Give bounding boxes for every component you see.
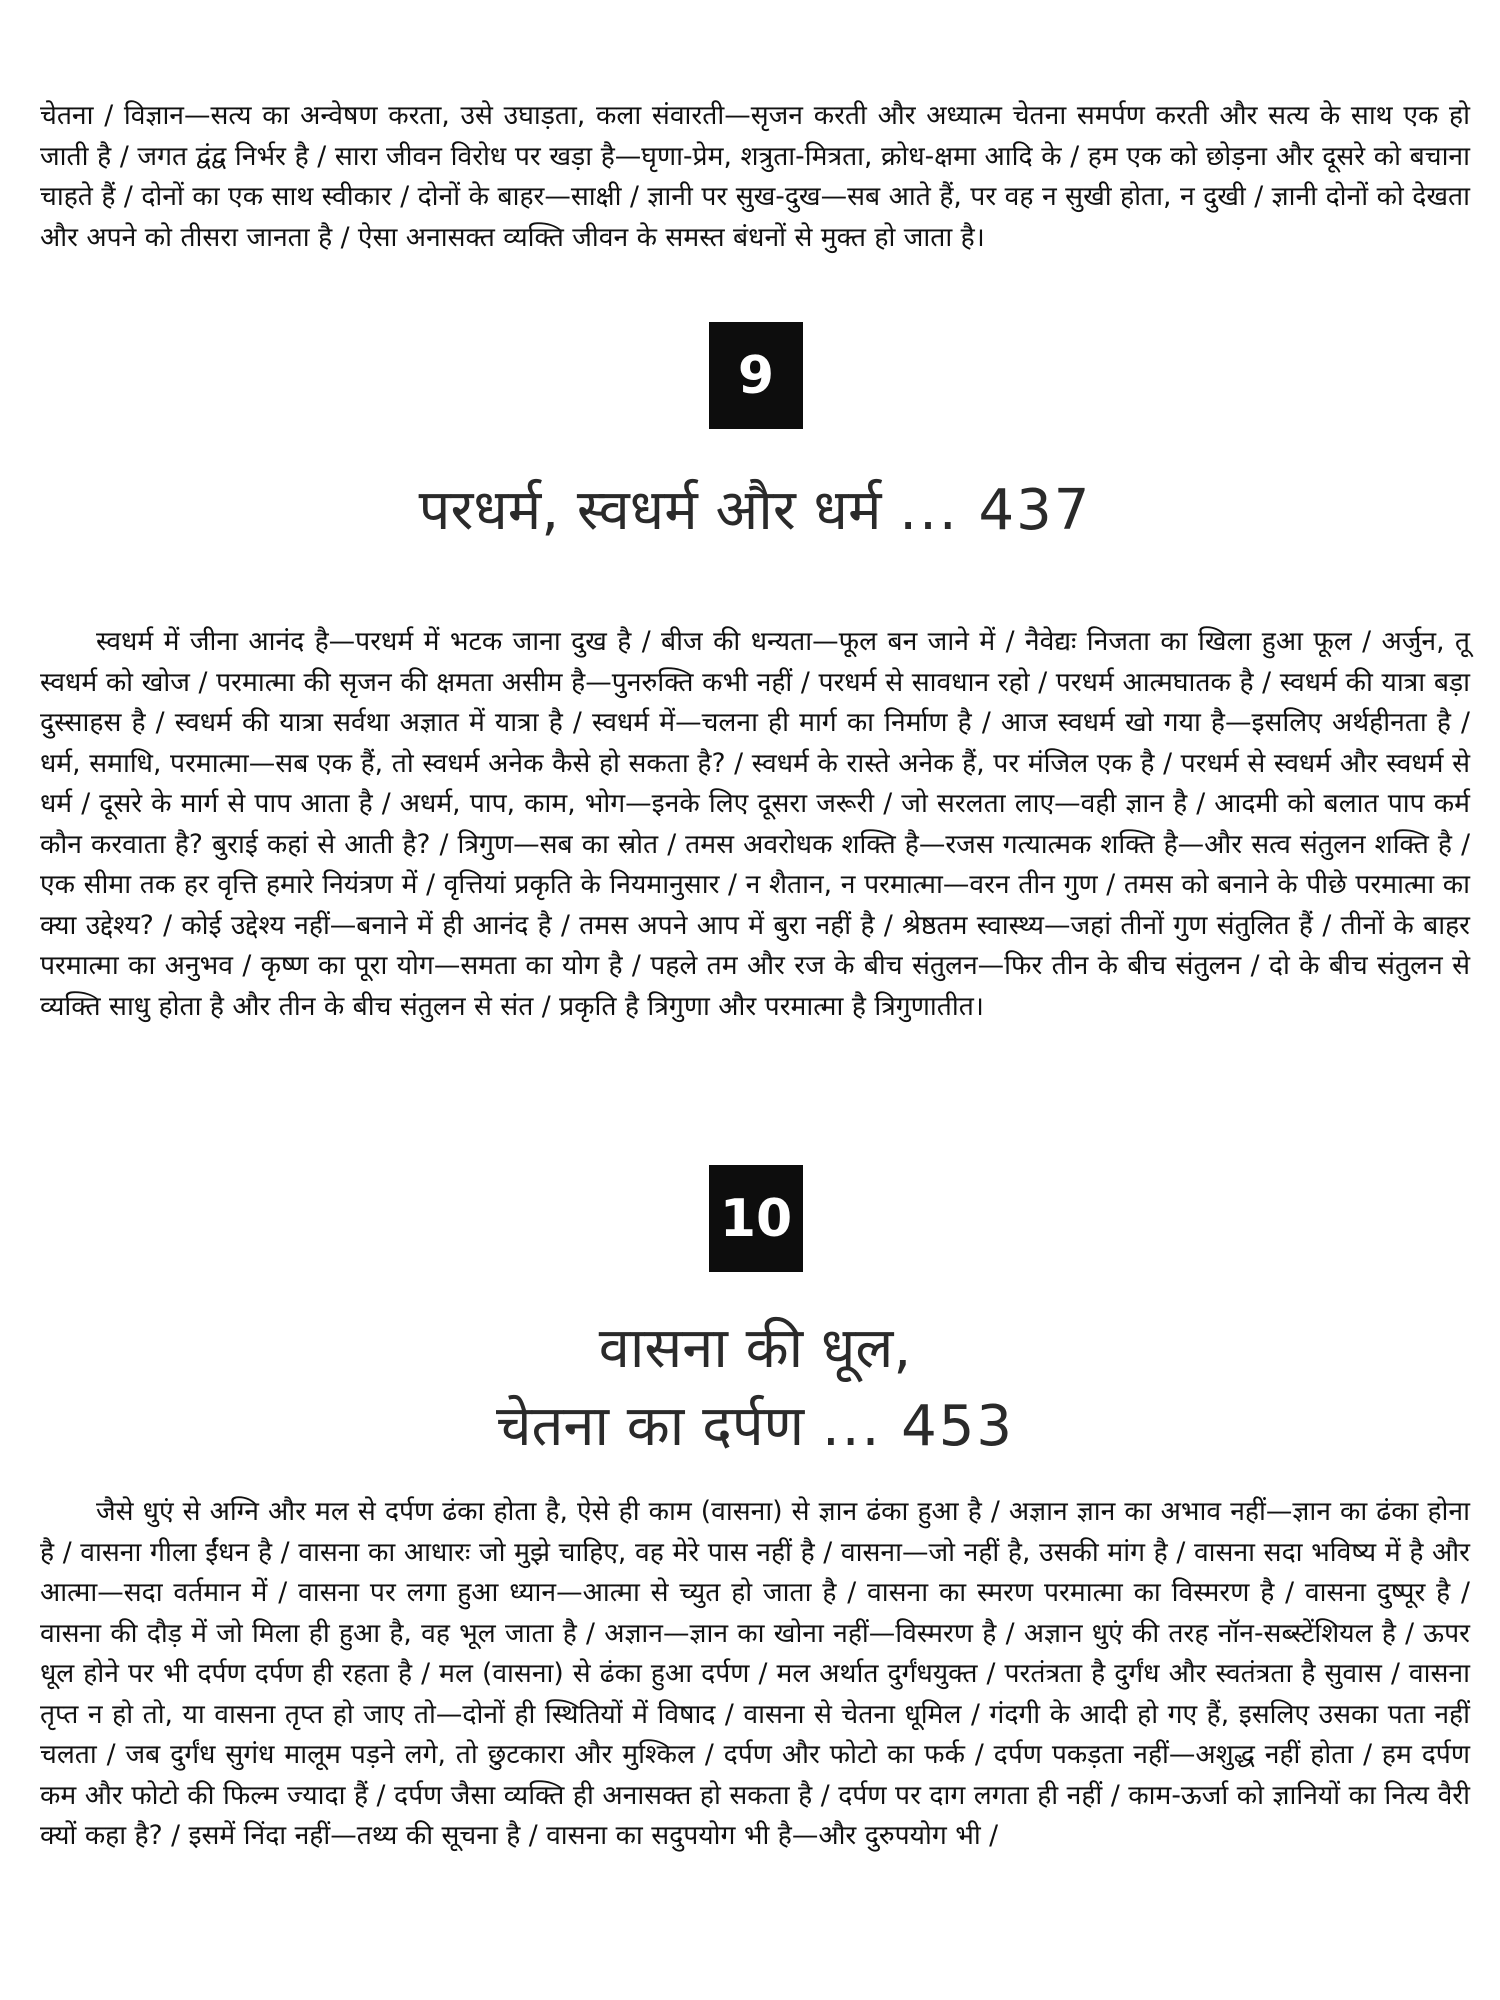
chapter-10-title-line2-wrap: [40, 1388, 1470, 1466]
chapter-10-number: 10: [719, 1188, 793, 1249]
chapter-10-page-ref: ... 453: [821, 1394, 1015, 1459]
chapter-9-page-ref: ... 437: [899, 478, 1092, 543]
chapter-9-number: 9: [737, 345, 775, 406]
chapter-9-summary: स्वधर्म में जीना आनंद है—परधर्म में भटक जाना दुख है / बीज की धन्यता—फूल बन जाने में / नैवेद्यः निजता का खिला हुआ फूल / अर्जुन, तू स्वधर्म को खोज / परमात्मा की सृजन की क्षमता असीम है—पुनरुक्ति कभी नहीं / परधर्म से सावधान रहो / परधर्म आत्मघातक है / स्वधर्म की यात्रा बड़ा दुस्साहस है / स्वधर्म की यात्रा सर्वथा अज्ञात में यात्रा है / स्वधर्म में—चलना ही मार्ग का निर्माण है / आज स्वधर्म खो गया है—इसलिए अर्थहीनता है / धर्म, समाधि, परमात्मा—सब एक हैं, तो स्वधर्म अनेक कैसे हो सकता है? / स्वधर्म के रास्ते अनेक हैं, पर मंजिल एक है / परधर्म से स्वधर्म और स्वधर्म से धर्म / दूसरे के मार्ग से पाप आता है / अधर्म, पाप, काम, भोग—इनके लिए दूसरा जरूरी / जो सरलता लाए—वही ज्ञान है / आदमी को बलात पाप कर्म कौन करवाता है? बुराई कहां से आती है? / त्रिगुण—सब का स्रोत / तमस अवरोधक शक्ति है—रजस गत्यात्मक शक्ति है—और सत्व संतुलन शक्ति है / एक सीमा तक हर वृत्ति हमारे नियंत्रण में / वृत्तियां प्रकृति के नियमानुसार / न शैतान, न परमात्मा—वरन तीन गुण / तमस को बनाने के पीछे परमात्मा का क्या उद्देश्य? / कोई उद्देश्य नहीं—बनाने में ही आनंद है / तमस अपने आप में बुरा नहीं है / श्रेष्ठतम स्वास्थ्य—जहां तीनों गुण संतुलित हैं / तीनों के बाहर परमात्मा का अनुभव / कृष्ण का पूरा योग—समता का योग है / पहले तम और रज के बीच संतुलन—फिर तीन के बीच संतुलन / दो के बीच संतुलन से व्यक्ति साधु होता है और तीन के बीच संतुलन से संत / प्रकृति है त्रिगुणा और परमात्मा है त्रिगुणातीत।: [40, 626, 1470, 1022]
chapter-10-summary: जैसे धुएं से अग्नि और मल से दर्पण ढंका होता है, ऐसे ही काम (वासना) से ज्ञान ढंका हुआ है / अज्ञान ज्ञान का अभाव नहीं—ज्ञान का ढंका होना है / वासना गीला ईंधन है / वासना का आधारः जो मुझे चाहिए, वह मेरे पास नहीं है / वासना—जो नहीं है, उसकी मांग है / वासना सदा भविष्य में है और आत्मा—सदा वर्तमान में / वासना पर लगा हुआ ध्यान—आत्मा से च्युत हो जाता है / वासना का स्मरण परमात्मा का विस्मरण है / वासना दुष्पूर है / वासना की दौड़ में जो मिला ही हुआ है, वह भूल जाता है / अज्ञान—ज्ञान का खोना नहीं—विस्मरण है / अज्ञान धुएं की तरह नॉन-सब्स्टेंशियल है / ऊपर धूल होने पर भी दर्पण दर्पण ही रहता है / मल (वासना) से ढंका हुआ दर्पण / मल अर्थात दुर्गंधयुक्त / परतंत्रता है दुर्गंध और स्वतंत्रता है सुवास / वासना तृप्त न हो तो, या वासना तृप्त हो जाए तो—दोनों ही स्थितियों में विषाद / वासना से चेतना धूमिल / गंदगी के आदी हो गए हैं, इसलिए उसका पता नहीं चलता / जब दुर्गंध सुगंध मालूम पड़ने लगे, तो छुटकारा और मुश्किल / दर्पण और फोटो का फर्क / दर्पण पकड़ता नहीं—अशुद्ध नहीं होता / हम दर्पण कम और फोटो की फिल्म ज्यादा हैं / दर्पण जैसा व्यक्ति ही अनासक्त हो सकता है / दर्पण पर दाग लगता ही नहीं / काम-ऊर्जा को ज्ञानियों का नित्य वैरी क्यों कहा है? / इसमें निंदा नहीं—तथ्य की सूचना है / वासना का सदुपयोग भी है—और दुरुपयोग भी /: [40, 1496, 1470, 1851]
chapter-9-number-badge: [709, 322, 803, 429]
chapter-10-title-line1: वासना की धूल,: [598, 1316, 912, 1381]
intro-paragraph: चेतना / विज्ञान—सत्य का अन्वेषण करता, उसे उघाड़ता, कला संवारती—सृजन करती और अध्यात्म चेतना समर्पण करती और सत्य के साथ एक हो जाती है / जगत द्वंद्व निर्भर है / सारा जीवन विरोध पर खड़ा है—घृणा-प्रेम, शत्रुता-मित्रता, क्रोध-क्षमा आदि के / हम एक को छोड़ना और दूसरे को बचाना चाहते हैं / दोनों का एक साथ स्वीकार / दोनों के बाहर—साक्षी / ज्ञानी पर सुख-दुख—सब आते हैं, पर वह न सुखी होता, न दुखी / ज्ञानी दोनों को देखता और अपने को तीसरा जानता है / ऐसा अनासक्त व्यक्ति जीवन के समस्त बंधनों से मुक्त हो जाता है।: [40, 100, 1470, 253]
chapter-9-title: परधर्म, स्वधर्म और धर्म: [418, 478, 882, 543]
chapter-10-title-line2: चेतना का दर्पण: [495, 1394, 805, 1459]
chapter-10-heading: [40, 1310, 1470, 1466]
chapter-9-heading: [40, 472, 1470, 550]
chapter-10-number-badge: [709, 1165, 803, 1272]
